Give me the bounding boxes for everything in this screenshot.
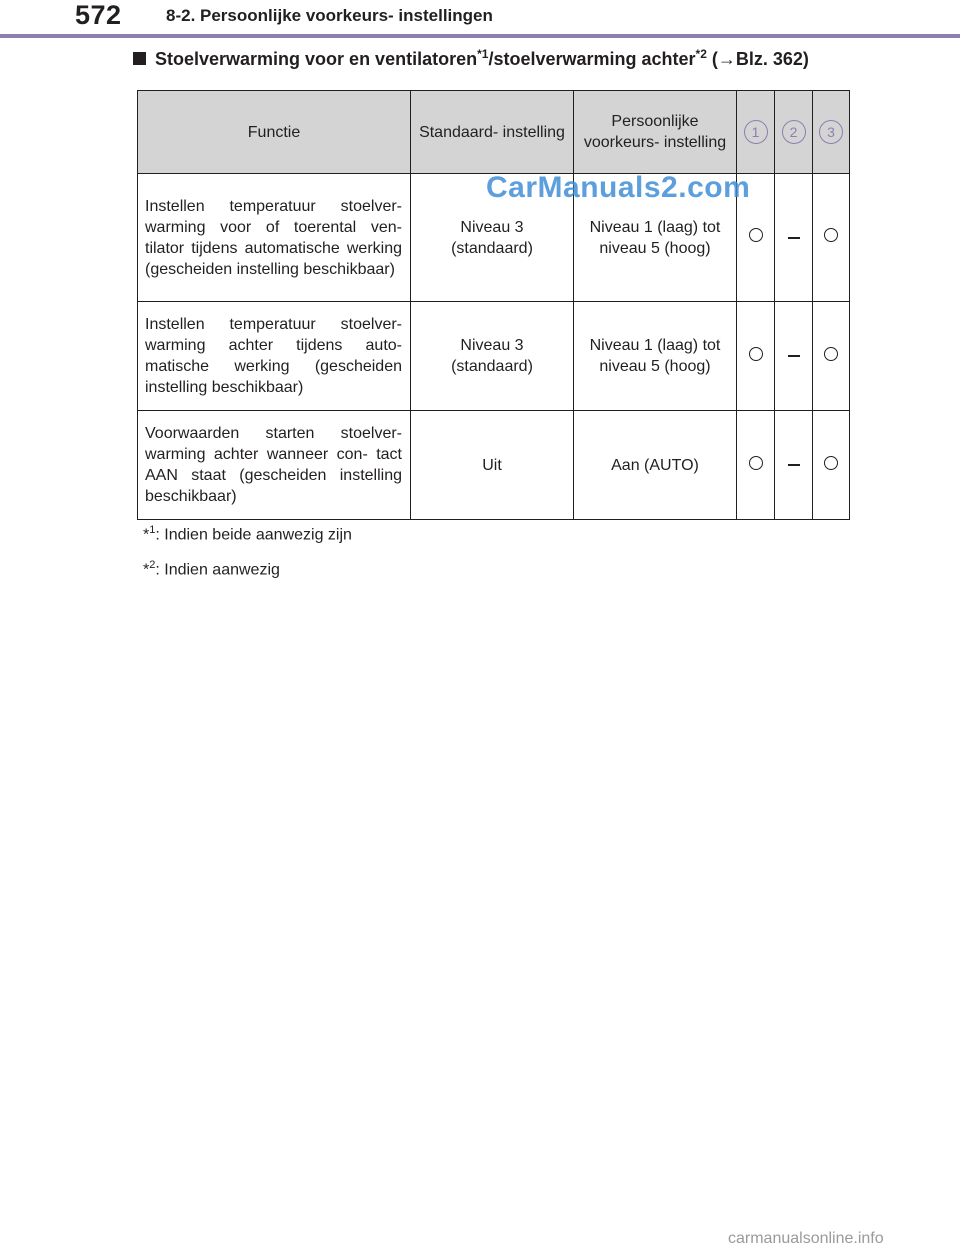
footnote-num: 1 bbox=[149, 524, 156, 536]
circle-mark-icon bbox=[824, 456, 838, 470]
heading-main: Stoelverwarming voor en ventilatoren bbox=[155, 49, 478, 69]
circle-mark-icon bbox=[824, 228, 838, 242]
mark-cell bbox=[775, 174, 813, 302]
default-line1: Uit bbox=[482, 456, 502, 474]
mark-cell bbox=[737, 302, 775, 411]
header-col3 bbox=[813, 91, 850, 174]
table-header-row bbox=[138, 91, 850, 174]
header-default: Standaard- instelling bbox=[411, 91, 574, 174]
custom-cell bbox=[574, 302, 737, 411]
function-cell: Voorwaarden starten stoelver- warming achter wanneer con- tact AAN staat (gescheiden instelling beschikbaar) bbox=[138, 411, 411, 520]
header-function: Functie bbox=[138, 91, 411, 174]
chapter-title: 8-2. Persoonlijke voorkeurs- instellingen bbox=[166, 6, 493, 25]
circle-mark-icon bbox=[824, 347, 838, 361]
header-rule bbox=[0, 34, 960, 38]
heading-mid: /stoelverwarming achter bbox=[488, 49, 696, 69]
default-line2: (standaard) bbox=[451, 358, 533, 375]
header-custom: Persoonlijke voorkeurs- instelling bbox=[574, 91, 737, 174]
header-col2 bbox=[775, 91, 813, 174]
footnote-mark: * bbox=[143, 526, 150, 544]
default-cell bbox=[411, 411, 574, 520]
mark-cell bbox=[775, 411, 813, 520]
custom-line1: Niveau 1 (laag) tot bbox=[589, 218, 721, 236]
watermark-carmanualsonline: carmanualsonline.info bbox=[728, 1230, 884, 1247]
footnote-2 bbox=[143, 559, 280, 579]
mark-cell bbox=[813, 174, 850, 302]
footnote-text: : Indien aanwezig bbox=[155, 561, 280, 579]
mark-cell bbox=[813, 411, 850, 520]
function-cell: Instellen temperatuur stoelver- warming voor of toerental ven- tilator tijdens automatische werking (gescheiden instelling beschikbaar) bbox=[138, 174, 411, 302]
default-line1: Niveau 3 bbox=[460, 337, 524, 354]
header-col1 bbox=[737, 91, 775, 174]
mark-cell bbox=[813, 302, 850, 411]
footnote-num: 2 bbox=[149, 559, 156, 571]
circled-number-1-icon: 1 bbox=[744, 120, 768, 144]
table-row bbox=[138, 302, 850, 411]
settings-table bbox=[137, 90, 850, 520]
custom-cell bbox=[574, 411, 737, 520]
heading-sup2: *2 bbox=[695, 47, 707, 61]
footnote-mark: * bbox=[143, 561, 150, 579]
mark-cell bbox=[775, 302, 813, 411]
footnote-text: : Indien beide aanwezig zijn bbox=[155, 526, 352, 544]
watermark-carmanuals2: CarManuals2.com bbox=[486, 171, 751, 204]
default-line2: (standaard) bbox=[451, 239, 533, 257]
circled-number-3-icon: 3 bbox=[819, 120, 843, 144]
custom-line1: Niveau 1 (laag) tot bbox=[589, 337, 721, 354]
square-bullet-icon bbox=[133, 52, 146, 65]
circle-mark-icon bbox=[749, 456, 763, 470]
circle-mark-icon bbox=[749, 347, 763, 361]
table-row bbox=[138, 411, 850, 520]
mark-cell bbox=[737, 411, 775, 520]
dash-mark-icon bbox=[788, 464, 800, 466]
circle-mark-icon bbox=[749, 228, 763, 242]
heading-sup1: *1 bbox=[477, 47, 489, 61]
default-cell bbox=[411, 302, 574, 411]
footnote-1 bbox=[143, 524, 352, 544]
dash-mark-icon bbox=[788, 237, 800, 239]
function-cell: Instellen temperatuur stoelver- warming achter tijdens auto- matische werking (gescheiden instelling beschikbaar) bbox=[138, 302, 411, 411]
section-heading bbox=[133, 47, 933, 70]
page-number: 572 bbox=[75, 0, 122, 30]
page-reference-link[interactable]: (→Blz. 362) bbox=[706, 49, 809, 69]
dash-mark-icon bbox=[788, 355, 800, 357]
circled-number-2-icon: 2 bbox=[782, 120, 806, 144]
default-line1: Niveau 3 bbox=[460, 218, 524, 236]
custom-line2: niveau 5 (hoog) bbox=[599, 239, 711, 257]
custom-line2: niveau 5 (hoog) bbox=[599, 358, 711, 375]
custom-line1: Aan (AUTO) bbox=[611, 456, 699, 474]
